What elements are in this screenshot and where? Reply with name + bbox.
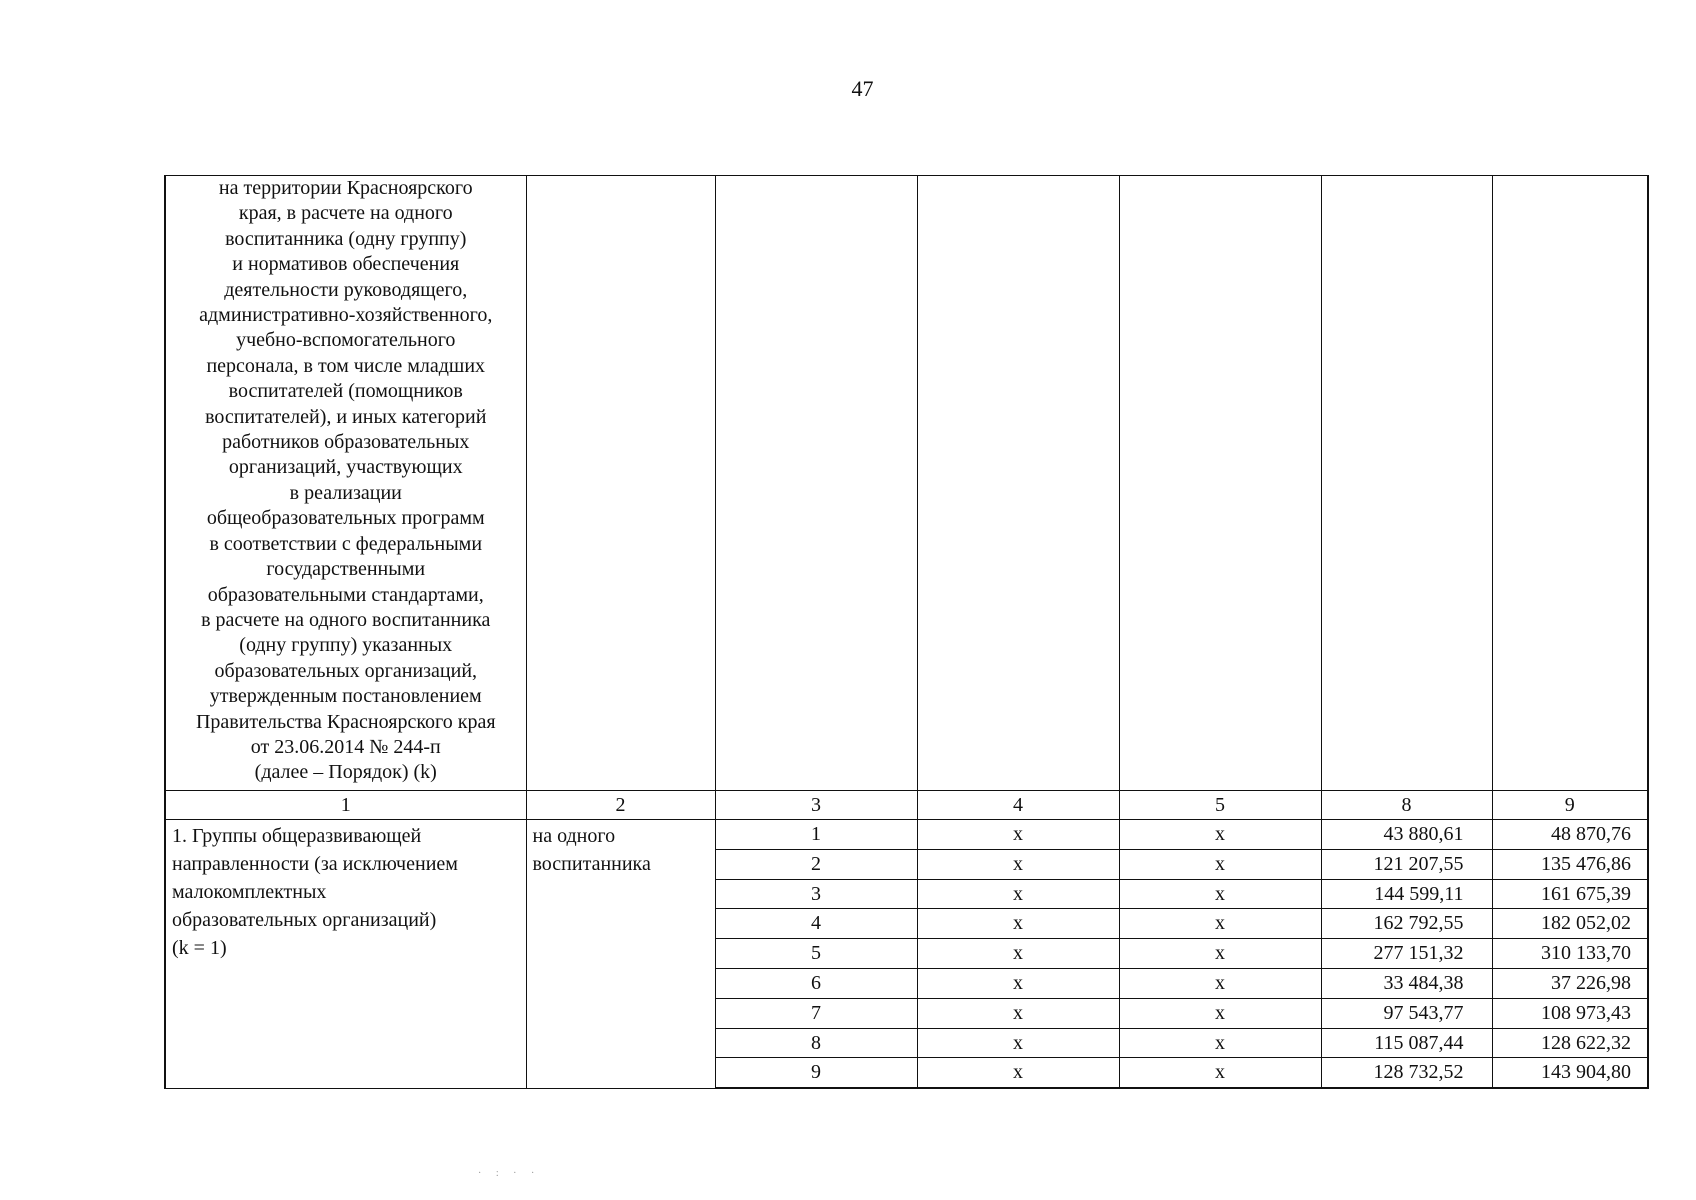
column-8-value: 144 599,11 xyxy=(1321,879,1492,909)
column-4-cell: x xyxy=(917,879,1119,909)
row-number-cell: 6 xyxy=(715,968,917,998)
continuation-description xyxy=(172,176,520,786)
column-5-cell: x xyxy=(1119,849,1321,879)
category-cell xyxy=(165,820,526,1089)
column-4-cell: x xyxy=(917,1058,1119,1088)
description-line: общеобразовательных программ xyxy=(206,507,485,530)
column-8-value: 128 732,52 xyxy=(1321,1058,1492,1088)
row-number-cell: 3 xyxy=(715,879,917,909)
description-line: деятельности руководящего, xyxy=(224,278,468,301)
unit-cell xyxy=(526,820,715,1089)
category-line: 1. Группы общеразвивающей xyxy=(172,825,422,847)
column-4-cell: x xyxy=(917,968,1119,998)
column-5-cell: x xyxy=(1119,1058,1321,1088)
description-line: в реализации xyxy=(289,481,402,504)
column-4-cell: x xyxy=(917,820,1119,850)
empty-cell xyxy=(715,176,917,791)
column-4-cell: x xyxy=(917,939,1119,969)
column-number: 5 xyxy=(1119,791,1321,820)
page-number: 47 xyxy=(851,76,874,101)
table-row xyxy=(165,820,1648,850)
description-line: персонала, в том числе младших xyxy=(206,354,486,377)
column-9-value: 310 133,70 xyxy=(1492,939,1648,969)
row-number-cell: 4 xyxy=(715,909,917,939)
column-5-cell: x xyxy=(1119,820,1321,850)
category-line: малокомплектных xyxy=(172,881,327,903)
empty-cell xyxy=(1492,176,1648,791)
description-line: организаций, участвующих xyxy=(228,456,463,479)
column-5-cell: x xyxy=(1119,998,1321,1028)
description-line: воспитателей (помощников xyxy=(228,380,463,403)
row-number-cell: 2 xyxy=(715,849,917,879)
row-number-cell: 5 xyxy=(715,939,917,969)
category-line: образовательных организаций) xyxy=(172,909,437,931)
empty-cell xyxy=(917,176,1119,791)
row-number-cell: 8 xyxy=(715,1028,917,1058)
description-line: и нормативов обеспечения xyxy=(232,253,460,276)
description-line: воспитанника (одну группу) xyxy=(225,227,467,250)
row-number-cell: 7 xyxy=(715,998,917,1028)
column-number: 4 xyxy=(917,791,1119,820)
column-8-value: 121 207,55 xyxy=(1321,849,1492,879)
column-number: 2 xyxy=(526,791,715,820)
row-number-cell: 1 xyxy=(715,820,917,850)
row-number-cell: 9 xyxy=(715,1058,917,1088)
column-number: 3 xyxy=(715,791,917,820)
description-line: в соответствии с федеральными xyxy=(209,532,483,555)
column-8-value: 43 880,61 xyxy=(1321,820,1492,850)
continuation-row xyxy=(165,176,1648,791)
description-line: образовательными стандартами, xyxy=(207,583,484,606)
column-4-cell: x xyxy=(917,998,1119,1028)
description-line: учебно-вспомогательного xyxy=(236,329,456,352)
column-4-cell: x xyxy=(917,849,1119,879)
description-line: на территории Красноярского xyxy=(218,177,473,199)
description-line: образовательных организаций, xyxy=(214,659,478,682)
description-line: утвержденным постановлением xyxy=(209,685,482,708)
category-line: направленности (за исключением xyxy=(172,853,458,875)
empty-cell xyxy=(526,176,715,791)
continuation-description-cell xyxy=(165,176,526,791)
description-line: государственными xyxy=(266,558,426,581)
description-line: (далее – Порядок) (k) xyxy=(254,761,437,784)
column-8-value: 115 087,44 xyxy=(1321,1028,1492,1058)
description-line: (одну группу) указанных xyxy=(239,634,453,657)
column-8-value: 162 792,55 xyxy=(1321,909,1492,939)
column-9-value: 182 052,02 xyxy=(1492,909,1648,939)
unit-line: на одного xyxy=(532,825,616,847)
description-line: от 23.06.2014 № 244-п xyxy=(250,735,441,758)
column-5-cell: x xyxy=(1119,909,1321,939)
column-4-cell: x xyxy=(917,909,1119,939)
column-4-cell: x xyxy=(917,1028,1119,1058)
description-line: в расчете на одного воспитанника xyxy=(201,608,491,631)
column-9-value: 135 476,86 xyxy=(1492,849,1648,879)
column-9-value: 143 904,80 xyxy=(1492,1058,1648,1088)
description-line: воспитателей), и иных категорий xyxy=(205,405,487,428)
column-number: 8 xyxy=(1321,791,1492,820)
category-line: (k = 1) xyxy=(172,937,227,959)
column-5-cell: x xyxy=(1119,1028,1321,1058)
description-line: административно-хозяйственного, xyxy=(199,304,493,327)
column-8-value: 33 484,38 xyxy=(1321,968,1492,998)
column-number-row xyxy=(165,791,1648,820)
column-9-value: 161 675,39 xyxy=(1492,879,1648,909)
column-5-cell: x xyxy=(1119,879,1321,909)
column-5-cell: x xyxy=(1119,968,1321,998)
column-9-value: 48 870,76 xyxy=(1492,820,1648,850)
empty-cell xyxy=(1321,176,1492,791)
description-line: работников образовательных xyxy=(222,431,470,454)
column-9-value: 108 973,43 xyxy=(1492,998,1648,1028)
column-8-value: 97 543,77 xyxy=(1321,998,1492,1028)
column-number: 9 xyxy=(1492,791,1648,820)
description-line: края, в расчете на одного xyxy=(238,202,453,225)
column-8-value: 277 151,32 xyxy=(1321,939,1492,969)
column-5-cell: x xyxy=(1119,939,1321,969)
column-9-value: 37 226,98 xyxy=(1492,968,1648,998)
description-line: Правительства Красноярского края xyxy=(195,710,496,733)
norms-table xyxy=(164,175,1649,1089)
column-number: 1 xyxy=(165,791,526,820)
empty-cell xyxy=(1119,176,1321,791)
scan-artifact: · : · · xyxy=(478,1168,541,1179)
column-9-value: 128 622,32 xyxy=(1492,1028,1648,1058)
unit-line: воспитанника xyxy=(532,853,651,875)
